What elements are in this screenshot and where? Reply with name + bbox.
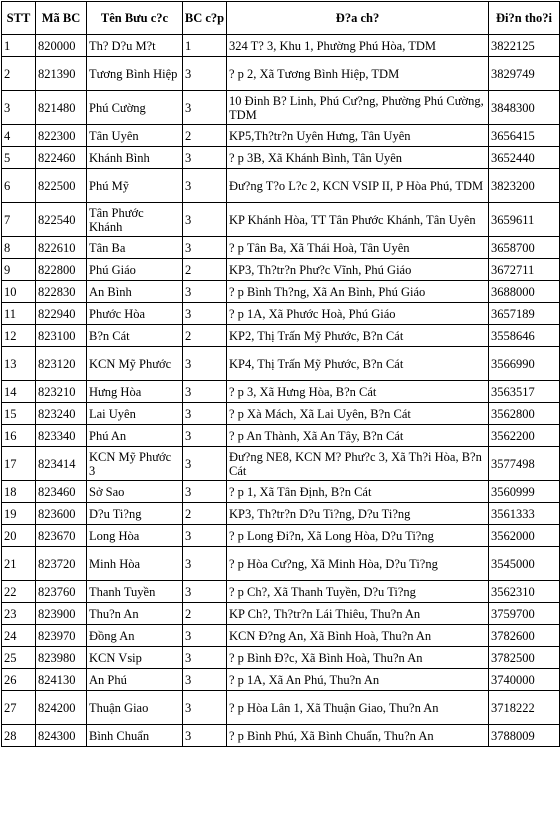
row-level: 3 — [183, 691, 227, 725]
table-row — [2, 125, 560, 147]
row-stt: 2 — [2, 57, 36, 91]
row-level: 3 — [183, 303, 227, 325]
row-name: Thanh Tuyền — [87, 581, 183, 603]
row-name: Đồng An — [87, 625, 183, 647]
row-level: 3 — [183, 625, 227, 647]
row-phone: 3822125 — [489, 35, 560, 57]
table-row — [2, 481, 560, 503]
row-level: 3 — [183, 547, 227, 581]
row-address: ? p An Thành, Xã An Tây, B?n Cát — [227, 425, 489, 447]
row-name: B?n Cát — [87, 325, 183, 347]
row-code: 820000 — [36, 35, 87, 57]
row-name: KCN Vsip — [87, 647, 183, 669]
row-level: 3 — [183, 203, 227, 237]
row-code: 823120 — [36, 347, 87, 381]
row-phone: 3561333 — [489, 503, 560, 525]
row-level: 3 — [183, 169, 227, 203]
row-code: 823970 — [36, 625, 87, 647]
row-code: 822940 — [36, 303, 87, 325]
table-row — [2, 547, 560, 581]
row-phone: 3562200 — [489, 425, 560, 447]
table-row — [2, 381, 560, 403]
row-name: Phú Cường — [87, 91, 183, 125]
row-stt: 9 — [2, 259, 36, 281]
row-stt: 6 — [2, 169, 36, 203]
row-address: KP3, Th?tr?n D?u Ti?ng, D?u Ti?ng — [227, 503, 489, 525]
row-code: 821390 — [36, 57, 87, 91]
table-row — [2, 169, 560, 203]
row-stt: 15 — [2, 403, 36, 425]
row-stt: 4 — [2, 125, 36, 147]
row-address: KP5,Th?tr?n Uyên Hưng, Tân Uyên — [227, 125, 489, 147]
row-address: ? p Bình Đ?c, Xã Bình Hoà, Thu?n An — [227, 647, 489, 669]
row-level: 3 — [183, 647, 227, 669]
row-stt: 18 — [2, 481, 36, 503]
row-name: Khánh Bình — [87, 147, 183, 169]
table-row — [2, 303, 560, 325]
row-code: 824200 — [36, 691, 87, 725]
row-address: Đư?ng NE8, KCN M? Phư?c 3, Xã Th?i Hòa, B?n Cát — [227, 447, 489, 481]
row-stt: 25 — [2, 647, 36, 669]
table-row — [2, 237, 560, 259]
row-stt: 24 — [2, 625, 36, 647]
row-code: 823340 — [36, 425, 87, 447]
post-office-table — [1, 1, 560, 747]
row-address: ? p 1, Xã Tân Định, B?n Cát — [227, 481, 489, 503]
row-stt: 21 — [2, 547, 36, 581]
row-level: 3 — [183, 147, 227, 169]
row-code: 823900 — [36, 603, 87, 625]
row-address: Đư?ng T?o L?c 2, KCN VSIP II, P Hòa Phú, TDM — [227, 169, 489, 203]
row-address: ? p Ch?, Xã Thanh Tuyền, D?u Ti?ng — [227, 581, 489, 603]
table-row — [2, 725, 560, 747]
row-phone: 3652440 — [489, 147, 560, 169]
table-body — [2, 35, 560, 747]
table-row — [2, 259, 560, 281]
row-address: ? p Tân Ba, Xã Thái Hoà, Tân Uyên — [227, 237, 489, 259]
row-phone: 3545000 — [489, 547, 560, 581]
row-stt: 7 — [2, 203, 36, 237]
row-name: Bình Chuẩn — [87, 725, 183, 747]
row-name: Lai Uyên — [87, 403, 183, 425]
row-stt: 11 — [2, 303, 36, 325]
row-address: 10 Đinh B? Linh, Phú Cư?ng, Phường Phú Cường, TDM — [227, 91, 489, 125]
row-address: ? p Hòa Cư?ng, Xã Minh Hòa, D?u Ti?ng — [227, 547, 489, 581]
row-name: Hưng Hòa — [87, 381, 183, 403]
col-header-name: Tên Bưu c?c — [87, 2, 183, 35]
row-phone: 3558646 — [489, 325, 560, 347]
row-level: 2 — [183, 325, 227, 347]
row-phone: 3688000 — [489, 281, 560, 303]
row-code: 822300 — [36, 125, 87, 147]
row-stt: 16 — [2, 425, 36, 447]
row-name: Th? D?u M?t — [87, 35, 183, 57]
table-row — [2, 281, 560, 303]
row-level: 2 — [183, 125, 227, 147]
row-stt: 17 — [2, 447, 36, 481]
row-name: Tân Phước Khánh — [87, 203, 183, 237]
row-name: An Bình — [87, 281, 183, 303]
row-level: 3 — [183, 281, 227, 303]
row-address: ? p 3B, Xã Khánh Bình, Tân Uyên — [227, 147, 489, 169]
table-row — [2, 691, 560, 725]
row-address: KP Ch?, Th?tr?n Lái Thiêu, Thu?n An — [227, 603, 489, 625]
row-phone: 3562310 — [489, 581, 560, 603]
row-level: 3 — [183, 381, 227, 403]
table-row — [2, 347, 560, 381]
row-phone: 3566990 — [489, 347, 560, 381]
row-stt: 23 — [2, 603, 36, 625]
row-name: An Phú — [87, 669, 183, 691]
table-row — [2, 625, 560, 647]
row-level: 3 — [183, 725, 227, 747]
row-level: 3 — [183, 425, 227, 447]
row-phone: 3562800 — [489, 403, 560, 425]
row-phone: 3562000 — [489, 525, 560, 547]
row-phone: 3823200 — [489, 169, 560, 203]
row-address: ? p Bình Th?ng, Xã An Bình, Phú Giáo — [227, 281, 489, 303]
table-row — [2, 647, 560, 669]
row-phone: 3659611 — [489, 203, 560, 237]
row-address: KP3, Th?tr?n Phư?c Vĩnh, Phú Giáo — [227, 259, 489, 281]
row-stt: 1 — [2, 35, 36, 57]
row-phone: 3657189 — [489, 303, 560, 325]
row-stt: 28 — [2, 725, 36, 747]
table-row — [2, 581, 560, 603]
row-code: 823414 — [36, 447, 87, 481]
row-name: Sở Sao — [87, 481, 183, 503]
row-level: 3 — [183, 447, 227, 481]
row-phone: 3848300 — [489, 91, 560, 125]
row-level: 2 — [183, 259, 227, 281]
row-level: 3 — [183, 669, 227, 691]
row-name: D?u Ti?ng — [87, 503, 183, 525]
row-address: ? p Hòa Lân 1, Xã Thuận Giao, Thu?n An — [227, 691, 489, 725]
row-name: Tân Uyên — [87, 125, 183, 147]
col-header-phone: Đi?n tho?i — [489, 2, 560, 35]
table-row — [2, 35, 560, 57]
header-row — [2, 2, 560, 35]
row-phone: 3560999 — [489, 481, 560, 503]
row-stt: 13 — [2, 347, 36, 381]
row-address: 324 T? 3, Khu 1, Phường Phú Hòa, TDM — [227, 35, 489, 57]
row-stt: 22 — [2, 581, 36, 603]
row-phone: 3788009 — [489, 725, 560, 747]
row-code: 823980 — [36, 647, 87, 669]
row-address: ? p 2, Xã Tương Bình Hiệp, TDM — [227, 57, 489, 91]
row-code: 823600 — [36, 503, 87, 525]
row-address: ? p Bình Phú, Xã Bình Chuẩn, Thu?n An — [227, 725, 489, 747]
row-name: Phú Giáo — [87, 259, 183, 281]
row-phone: 3563517 — [489, 381, 560, 403]
row-phone: 3759700 — [489, 603, 560, 625]
row-name: Tân Ba — [87, 237, 183, 259]
row-name: Minh Hòa — [87, 547, 183, 581]
table-row — [2, 669, 560, 691]
table-row — [2, 425, 560, 447]
row-stt: 3 — [2, 91, 36, 125]
row-phone: 3740000 — [489, 669, 560, 691]
row-code: 821480 — [36, 91, 87, 125]
col-header-stt: STT — [2, 2, 36, 35]
row-phone: 3718222 — [489, 691, 560, 725]
row-name: Phước Hòa — [87, 303, 183, 325]
row-code: 822830 — [36, 281, 87, 303]
row-level: 3 — [183, 347, 227, 381]
row-level: 1 — [183, 35, 227, 57]
row-name: Tương Bình Hiệp — [87, 57, 183, 91]
table-row — [2, 147, 560, 169]
table-row — [2, 325, 560, 347]
row-code: 822610 — [36, 237, 87, 259]
row-level: 3 — [183, 481, 227, 503]
row-name: Long Hòa — [87, 525, 183, 547]
row-code: 823460 — [36, 481, 87, 503]
row-code: 823720 — [36, 547, 87, 581]
row-code: 822500 — [36, 169, 87, 203]
row-stt: 26 — [2, 669, 36, 691]
row-name: Thu?n An — [87, 603, 183, 625]
row-name: Phú An — [87, 425, 183, 447]
row-level: 3 — [183, 91, 227, 125]
row-address: KP4, Thị Trấn Mỹ Phước, B?n Cát — [227, 347, 489, 381]
row-stt: 14 — [2, 381, 36, 403]
row-address: KP2, Thị Trấn Mỹ Phước, B?n Cát — [227, 325, 489, 347]
row-code: 823240 — [36, 403, 87, 425]
row-stt: 8 — [2, 237, 36, 259]
row-address: ? p Long Đi?n, Xã Long Hòa, D?u Ti?ng — [227, 525, 489, 547]
table-row — [2, 525, 560, 547]
row-phone: 3829749 — [489, 57, 560, 91]
row-code: 823760 — [36, 581, 87, 603]
row-address: KP Khánh Hòa, TT Tân Phước Khánh, Tân Uyên — [227, 203, 489, 237]
row-level: 3 — [183, 581, 227, 603]
row-code: 822800 — [36, 259, 87, 281]
row-code: 822460 — [36, 147, 87, 169]
table-row — [2, 203, 560, 237]
row-level: 2 — [183, 503, 227, 525]
row-name: KCN Mỹ Phước 3 — [87, 447, 183, 481]
row-phone: 3577498 — [489, 447, 560, 481]
table-row — [2, 91, 560, 125]
row-address: ? p 1A, Xã Phước Hoà, Phú Giáo — [227, 303, 489, 325]
table-row — [2, 57, 560, 91]
row-phone: 3782500 — [489, 647, 560, 669]
row-stt: 12 — [2, 325, 36, 347]
row-name: KCN Mỹ Phước — [87, 347, 183, 381]
row-name: Thuận Giao — [87, 691, 183, 725]
row-stt: 19 — [2, 503, 36, 525]
row-code: 824300 — [36, 725, 87, 747]
row-stt: 27 — [2, 691, 36, 725]
col-header-code: Mã BC — [36, 2, 87, 35]
table-row — [2, 403, 560, 425]
row-stt: 5 — [2, 147, 36, 169]
row-code: 824130 — [36, 669, 87, 691]
row-level: 3 — [183, 57, 227, 91]
row-level: 2 — [183, 603, 227, 625]
row-address: KCN Đ?ng An, Xã Bình Hoà, Thu?n An — [227, 625, 489, 647]
row-code: 822540 — [36, 203, 87, 237]
row-stt: 10 — [2, 281, 36, 303]
col-header-address: Đ?a ch? — [227, 2, 489, 35]
row-code: 823210 — [36, 381, 87, 403]
row-level: 3 — [183, 525, 227, 547]
table-row — [2, 603, 560, 625]
row-phone: 3656415 — [489, 125, 560, 147]
row-level: 3 — [183, 237, 227, 259]
row-phone: 3672711 — [489, 259, 560, 281]
row-phone: 3658700 — [489, 237, 560, 259]
table-row — [2, 503, 560, 525]
row-address: ? p 3, Xã Hưng Hòa, B?n Cát — [227, 381, 489, 403]
table-row — [2, 447, 560, 481]
row-code: 823670 — [36, 525, 87, 547]
row-stt: 20 — [2, 525, 36, 547]
col-header-level: BC c?p — [183, 2, 227, 35]
row-code: 823100 — [36, 325, 87, 347]
row-address: ? p Xà Mách, Xã Lai Uyên, B?n Cát — [227, 403, 489, 425]
row-level: 3 — [183, 403, 227, 425]
row-name: Phú Mỹ — [87, 169, 183, 203]
row-phone: 3782600 — [489, 625, 560, 647]
row-address: ? p 1A, Xã An Phú, Thu?n An — [227, 669, 489, 691]
